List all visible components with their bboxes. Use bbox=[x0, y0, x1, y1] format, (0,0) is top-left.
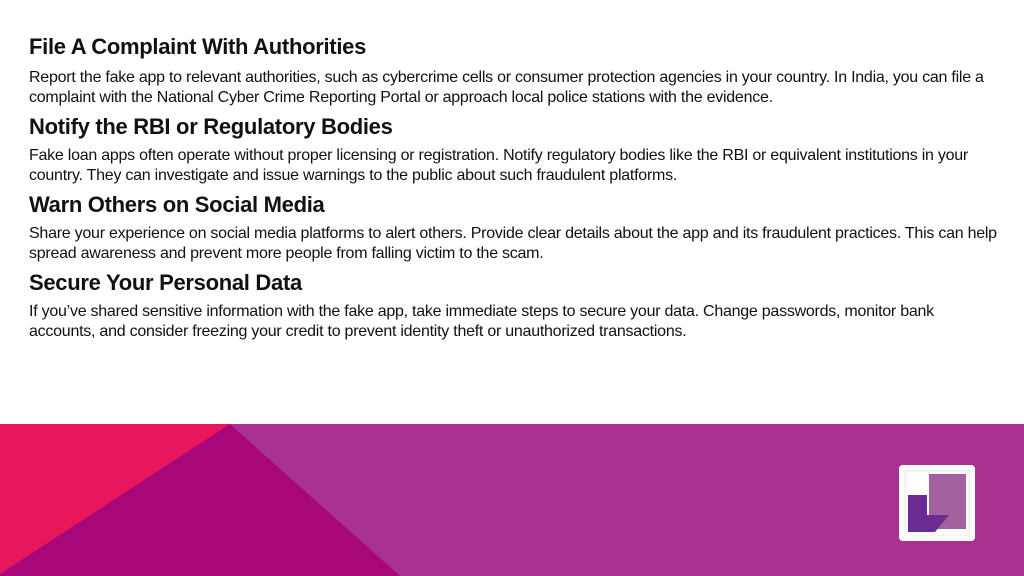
section-body-warn-others: Share your experience on social media platforms to alert others. Provide clear details about the app and its fraudulent practices. This can help spread awareness and prevent more people from falling victim to the scam. bbox=[29, 225, 997, 262]
brand-logo-icon bbox=[899, 465, 975, 541]
section-title-warn-others: Warn Others on Social Media bbox=[29, 192, 325, 217]
section-title-notify-rbi: Notify the RBI or Regulatory Bodies bbox=[29, 114, 393, 139]
section-title-secure-data: Secure Your Personal Data bbox=[29, 270, 302, 295]
slide-content bbox=[29, 34, 1004, 348]
section-body-file-complaint: Report the fake app to relevant authorities, such as cybercrime cells or consumer protection agencies in your country. In India, you can file a complaint with the National Cyber Crime Reporting Portal or approach local police stations with the evidence. bbox=[29, 69, 984, 106]
section-body-notify-rbi: Fake loan apps often operate without proper licensing or registration. Notify regulatory bodies like the RBI or equivalent institutions in your country. They can investigate and issue warnings to the public about such fraudulent platforms. bbox=[29, 147, 969, 184]
section-body-secure-data: If you’ve shared sensitive information with the fake app, take immediate steps to secure your data. Change passwords, monitor bank accounts, and consider freezing your credit to prevent identity theft or unauthorized transactions. bbox=[29, 303, 934, 340]
decorative-footer-band bbox=[0, 424, 1024, 576]
section-title-file-complaint: File A Complaint With Authorities bbox=[29, 34, 366, 59]
